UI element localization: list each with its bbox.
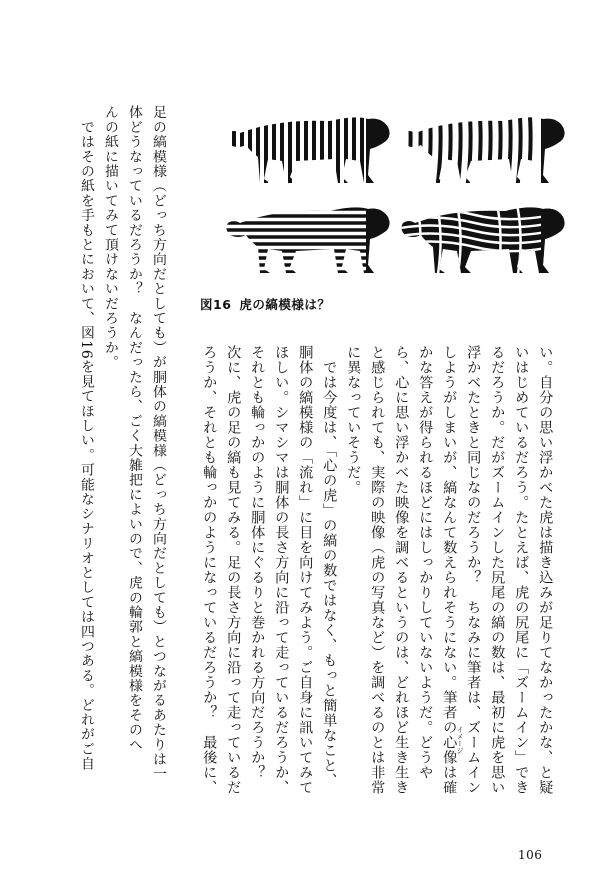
text-line-11: 胴体の縞模様の「流れ」に目を向けてみよう。ご自身に訊いてみて xyxy=(297,345,314,795)
text-line-14: 次に、虎の足の縞も見てみる。足の長さ方向に沿って走っているだ xyxy=(225,345,242,795)
tiger-horizontal-stripes-image xyxy=(220,195,395,280)
tiger-wavy-stripes-image xyxy=(395,195,570,280)
text-line-19: ではその紙を手もとにおいて、図16を見てほしい。可能なシナリオとしては四つある。どれがご自 xyxy=(77,105,94,772)
text-line-2: いはじめているだろう。たとえば、虎の尻尾に「ズームイン」でき xyxy=(513,345,530,795)
figure-caption xyxy=(200,295,330,313)
tiger-vertical-stripes-flowing-image xyxy=(395,105,570,190)
text-line-13: それとも輪っかのように胴体にぐるりと巻かれる方向だろうか？ xyxy=(249,345,266,780)
tiger-vertical-stripes-image xyxy=(220,105,395,190)
text-line-12: ほしい。シマシマは胴体の長さ方向に沿って走っているだろうか、 xyxy=(273,345,290,795)
page-number: 106 xyxy=(518,848,543,862)
ruby-image: イメージ xyxy=(456,726,464,754)
text-line-1: い。自分の思い浮かべた虎は描き込みが足りてなかったかな、と疑 xyxy=(537,345,554,795)
text-line-16: 足の縞模様（どっち方向だとしても）が胴体の縞模様（どっち方向だとしても）とつながるあたりは一 xyxy=(149,105,166,782)
text-line-6: かな答えが得られるほどにはしっかりしていないようだ。どうや xyxy=(417,345,434,780)
text-line-3: るだろうか。だがズームインした尻尾の縞の数は、最初に虎を思い xyxy=(489,345,506,795)
text-line-10: では今度は、「心の虎」の縞の数ではなく、もっと簡単なこと、 xyxy=(321,345,338,788)
figure-number: 図16 xyxy=(200,297,232,312)
text-line-5: しようがしまいが、縞なんて数えられそうにない。筆者の心像は確 xyxy=(441,345,458,795)
figure-caption-text: 虎の縞模様は？ xyxy=(239,297,331,312)
text-line-7: ら、心に思い浮かべた映像を調べるというのは、どれほど生き生き xyxy=(393,345,410,795)
text-line-4: 浮かべたときと同じなのだろうか？ ちなみに筆者は、ズームイン xyxy=(465,345,482,795)
text-line-9: に異なっていそうだ。 xyxy=(345,345,362,495)
text-line-17: 体どうなっているだろうか？ なんだったら、ごく大雑把によいので、虎の輪郭と縞模様をそのへ xyxy=(125,105,142,752)
text-line-15: ろうか、それとも輪っかのようになっているだろうか？ 最後に、 xyxy=(201,345,218,795)
text-line-18: んの紙に描いてみて頂けないだろうか。 xyxy=(101,105,118,370)
text-line-8: と感じられても、実際の映像（虎の写真など）を調べるのとは非常 xyxy=(369,345,386,795)
figure-16 xyxy=(200,105,570,320)
